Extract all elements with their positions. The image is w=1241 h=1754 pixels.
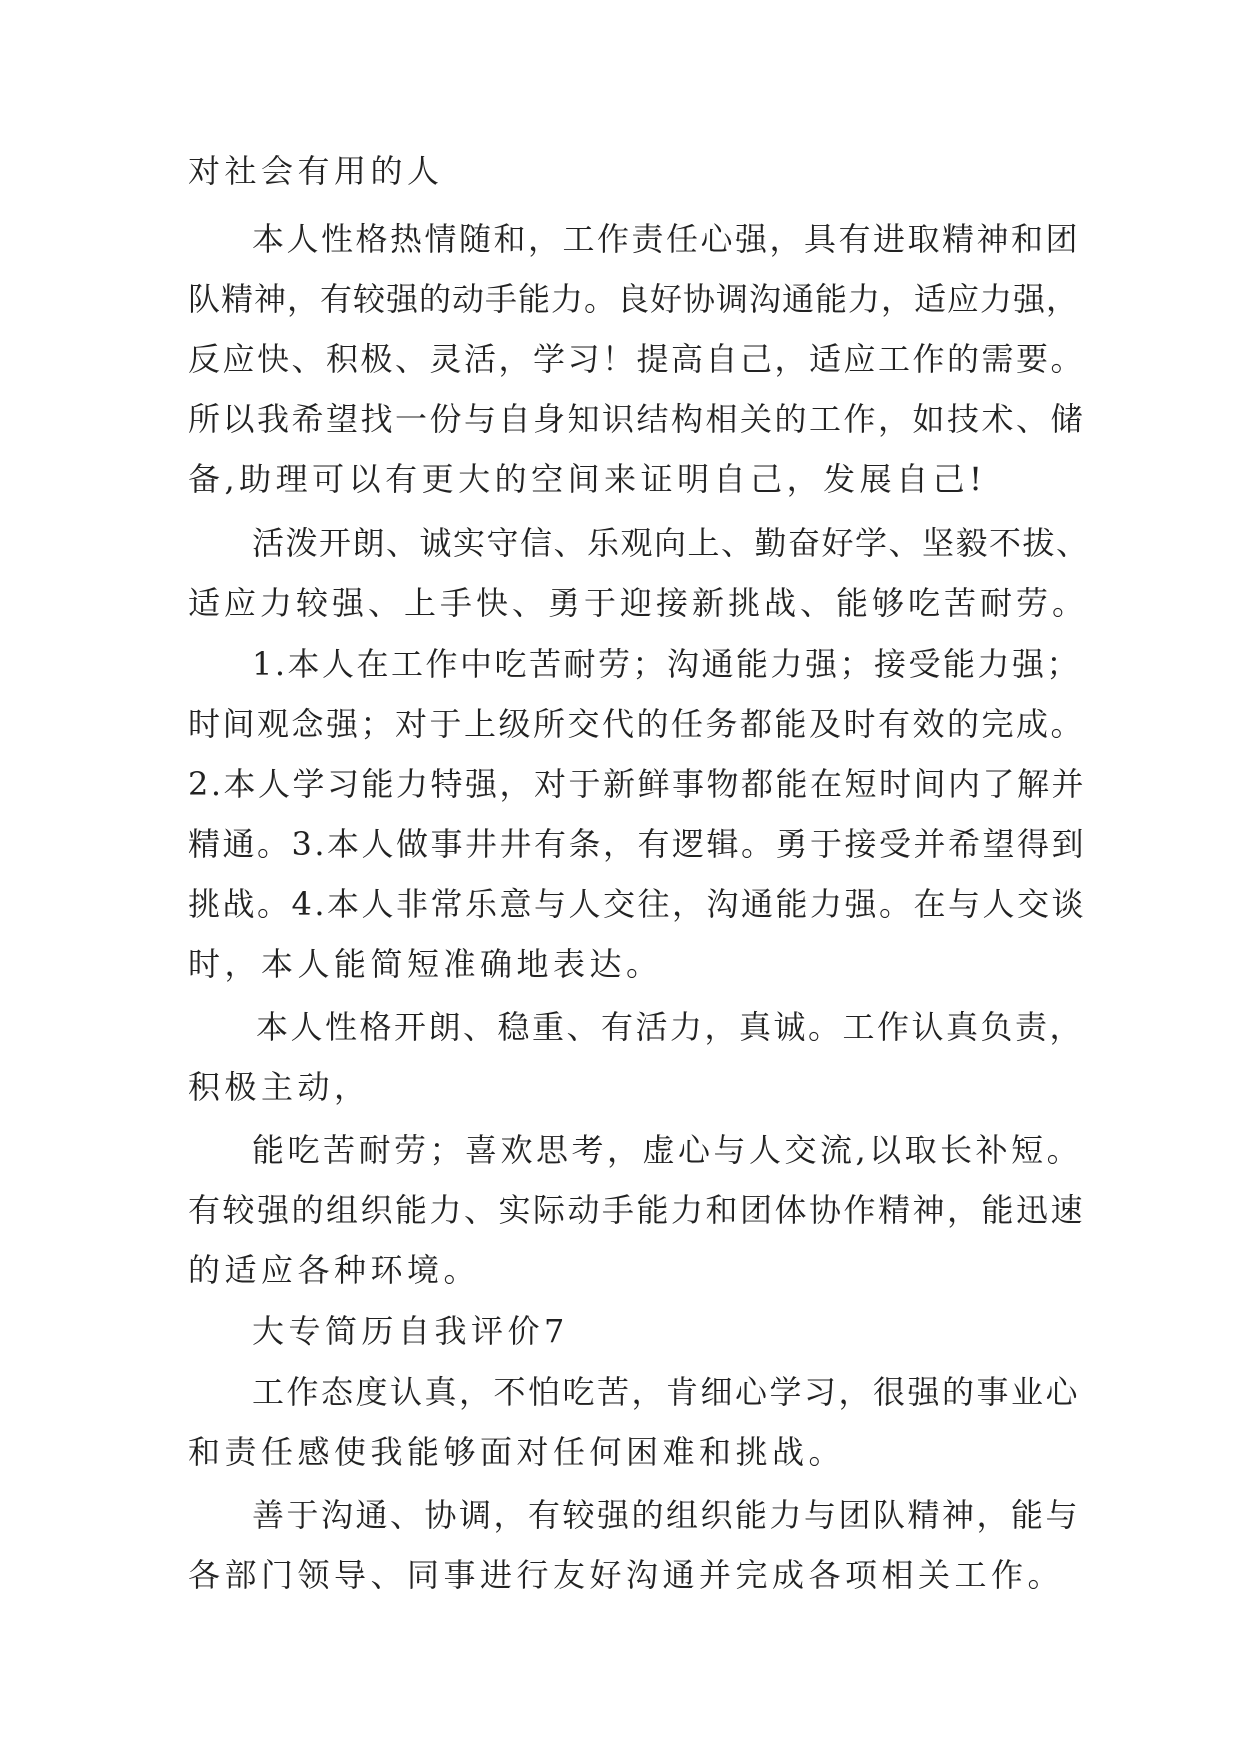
text-line: 时间观念强；对于上级所交代的任务都能及时有效的完成。 [188, 705, 1086, 743]
text-line: 所以我希望找一份与自身知识结构相关的工作，如技术、储 [188, 400, 1086, 438]
text-line: 各部门领导、同事进行友好沟通并完成各项相关工作。 [188, 1556, 1065, 1594]
text-line: 有较强的组织能力、实际动手能力和团体协作精神，能迅速 [188, 1191, 1086, 1229]
text-line: 和责任感使我能够面对任何困难和挑战。 [188, 1433, 846, 1471]
text-line: 能吃苦耐劳；喜欢思考，虚心与人交流,以取长补短。 [252, 1131, 1083, 1169]
text-line: 挑战。4.本人非常乐意与人交往，沟通能力强。在与人交谈 [188, 885, 1087, 923]
text-line: 的适应各种环境。 [188, 1251, 481, 1289]
text-line: 大专简历自我评价7 [252, 1312, 569, 1350]
text-line: 善于沟通、协调，有较强的组织能力与团队精神，能与 [252, 1496, 1081, 1534]
text-line: 适应力较强、上手快、勇于迎接新挑战、能够吃苦耐劳。 [188, 584, 1089, 622]
text-line: 积极主动， [188, 1068, 371, 1106]
text-line: 队精神，有较强的动手能力。良好协调沟通能力，适应力强， [188, 280, 1080, 318]
text-line: 活泼开朗、诚实守信、乐观向上、勤奋好学、坚毅不拔、 [252, 524, 1090, 562]
text-line: 反应快、积极、灵活，学习！提高自己，适应工作的需要。 [188, 340, 1086, 378]
text-line: 2.本人学习能力特强，对于新鲜事物都能在短时间内了解并 [188, 765, 1087, 803]
text-line: 工作态度认真，不怕吃苦，肯细心学习，很强的事业心 [252, 1373, 1081, 1411]
text-line: 1.本人在工作中吃苦耐劳；沟通能力强；接受能力强； [252, 645, 1082, 683]
text-line: 本人性格热情随和，工作责任心强，具有进取精神和团 [252, 220, 1081, 258]
text-line: 对社会有用的人 [188, 152, 444, 190]
text-line: 本人性格开朗、稳重、有活力，真诚。工作认真负责， [256, 1008, 1085, 1046]
text-line: 备,助理可以有更大的空间来证明自己，发展自己! [188, 460, 987, 498]
text-line: 时，本人能简短准确地表达。 [188, 945, 663, 983]
text-line: 精通。3.本人做事井井有条，有逻辑。勇于接受并希望得到 [188, 825, 1087, 863]
